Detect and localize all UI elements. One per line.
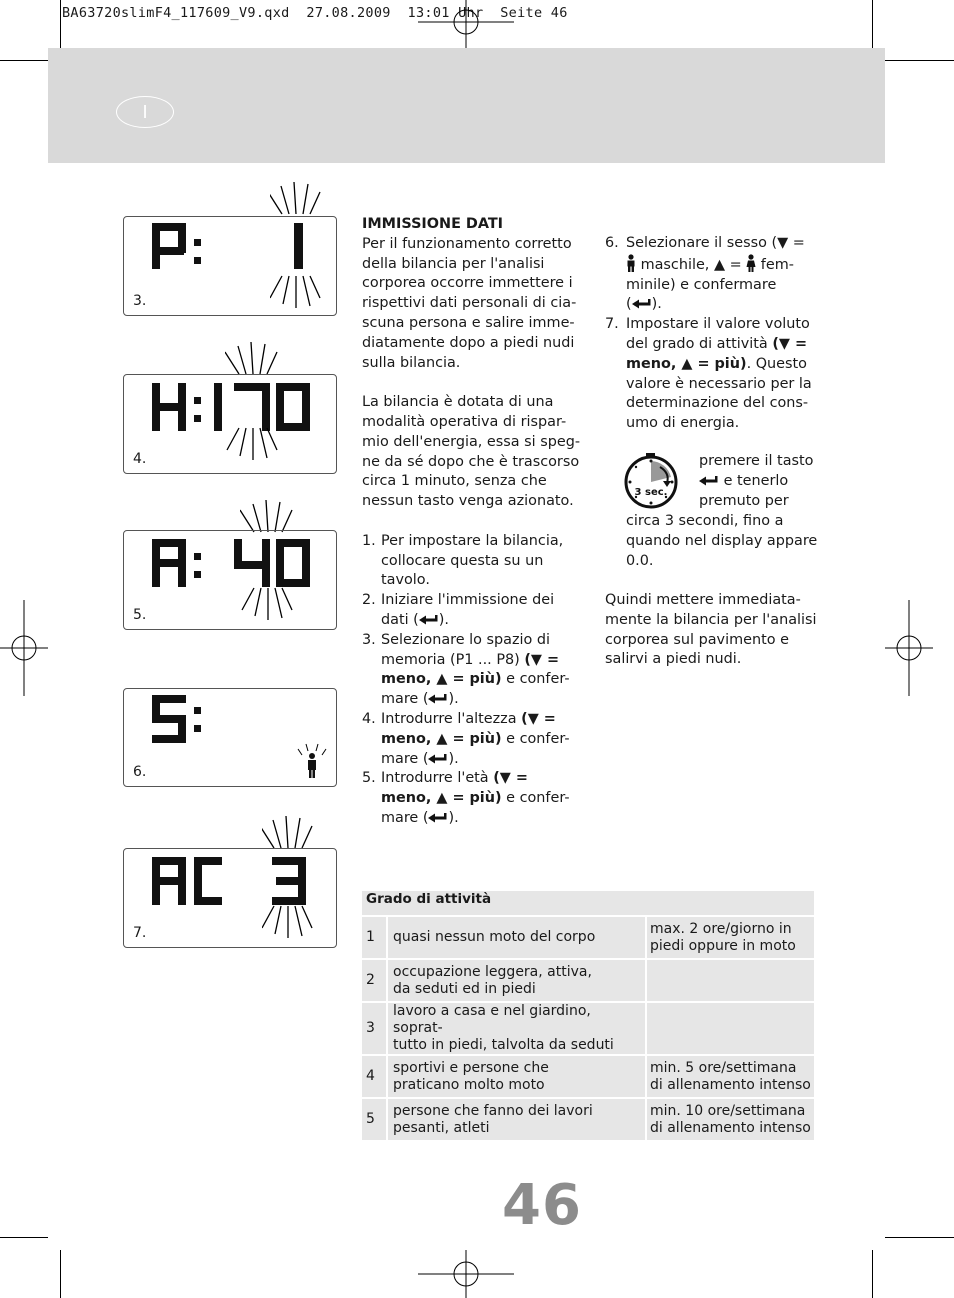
lcd-digits — [124, 689, 338, 788]
step-3: 3. Selezionare lo spazio di memoria (P1 ... P8) (▼ = meno, ▲ = più) e confer- mare ( ). — [362, 631, 570, 708]
registration-mark-right — [885, 600, 933, 696]
lcd-display-6 — [123, 688, 337, 787]
crop-mark — [60, 0, 61, 48]
lcd-rays — [270, 270, 330, 310]
step-6: 6. Selezionare il sesso (▼ = maschile, ▲ = fem- minile) e confermare ( ). — [605, 235, 805, 313]
intro-line: Per il funzionamento corretto — [362, 235, 572, 252]
energy-line: circa 1 minuto, senza che — [362, 473, 547, 490]
female-person-icon — [746, 254, 756, 272]
header-band — [48, 48, 885, 163]
timer-icon — [620, 451, 682, 511]
step-2: 2. Iniziare l'immissione dei dati ( ). — [362, 592, 555, 628]
table-row: 3 lavoro a casa e nel giardino, soprat- tutto in piedi, talvolta da seduti — [362, 1003, 814, 1056]
intro-line: rispettivi dati personali di cia- — [362, 295, 577, 312]
steps-list-continued — [605, 234, 820, 434]
male-person-icon — [308, 753, 316, 778]
lcd-rays — [240, 586, 300, 626]
registration-mark-left — [0, 600, 48, 696]
table-row: 2 occupazione leggera, attiva, da seduti ed in piedi — [362, 960, 814, 1003]
enter-key-icon — [428, 754, 448, 764]
crop-mark — [872, 1250, 873, 1298]
language-tab: I — [116, 96, 174, 128]
text-column-1 — [362, 215, 587, 829]
timer-label: 3 sec. — [634, 487, 668, 498]
energy-line: modalità operativa di rispar- — [362, 413, 567, 430]
enter-key-icon — [632, 299, 652, 309]
print-slug: BA63720slimF4_117609_V9.qxd 27.08.2009 13:01 Uhr Seite 46 — [62, 5, 568, 21]
intro-line: corporea occorre immettere i — [362, 275, 573, 292]
crop-mark — [0, 1237, 48, 1238]
press-instruction-cont: circa 3 secondi, fino a quando nel display appare 0.0. — [626, 513, 818, 569]
intro-line: diatamente dopo a piedi nudi — [362, 334, 575, 351]
enter-key-icon — [419, 615, 439, 625]
step-1: 1. Per impostare la bilancia, collocare questa su un tavolo. — [362, 532, 564, 589]
press-instruction: premere il tasto e tenerlo premuto per — [699, 453, 814, 509]
lcd-label: 5. — [133, 607, 147, 623]
lcd-rays — [240, 494, 300, 534]
final-paragraph: Quindi mettere immediata- mente la bilancia per l'analisi corporea sul pavimento e salirvi a piedi nudi. — [605, 592, 817, 668]
crop-mark — [60, 1250, 61, 1298]
page-number: 46 — [502, 1173, 582, 1238]
lcd-label: 4. — [133, 451, 147, 467]
activity-level-table — [362, 891, 814, 1142]
lcd-rays — [270, 178, 330, 218]
crop-mark — [0, 60, 48, 61]
lcd-rays — [262, 904, 322, 944]
table-row: 4 sportivi e persone che praticano molto moto min. 5 ore/settimana di allenamento intenso — [362, 1056, 814, 1099]
intro-line: sulla bilancia. — [362, 354, 461, 371]
energy-line: nessun tasto venga azionato. — [362, 493, 574, 510]
registration-mark-top — [418, 0, 514, 50]
intro-line: scuna persona e salire imme- — [362, 314, 575, 331]
lcd-label: 3. — [133, 293, 147, 309]
crop-mark — [885, 1237, 954, 1238]
enter-key-icon — [428, 694, 448, 704]
energy-line: mio dell'energia, essa si speg- — [362, 433, 581, 450]
table-title: Grado di attività — [362, 891, 814, 917]
lcd-label: 7. — [133, 925, 147, 941]
enter-key-icon — [428, 813, 448, 823]
step-5: 5. Introdurre l'età (▼ = meno, ▲ = più) e confer- mare ( ). — [362, 770, 570, 826]
male-person-icon — [626, 254, 636, 272]
step-7: 7. Impostare il valore voluto del grado di attività (▼ = meno, ▲ = più). Questo valore è necessario per la determinazione del cons- umo di energia. — [605, 316, 812, 432]
steps-list — [362, 532, 587, 829]
lcd-display-5 — [123, 530, 337, 630]
crop-mark — [872, 0, 873, 48]
energy-line: ne da sé dopo che è trascorso — [362, 453, 580, 470]
table-row: 1 quasi nessun moto del corpo max. 2 ore/giorno in piedi oppure in moto — [362, 917, 814, 960]
table-row: 5 persone che fanno dei lavori pesanti, atleti min. 10 ore/settimana di allenamento intenso — [362, 1099, 814, 1142]
crop-mark — [885, 60, 954, 61]
lcd-rays — [225, 336, 285, 376]
lcd-label: 6. — [133, 764, 147, 780]
lcd-rays — [262, 812, 322, 852]
text-column-2 — [605, 234, 820, 434]
intro-line: della bilancia per l'analisi — [362, 255, 545, 272]
registration-mark-bottom — [418, 1250, 514, 1298]
energy-line: La bilancia è dotata di una — [362, 394, 554, 411]
enter-key-icon — [699, 476, 719, 486]
lcd-rays — [225, 424, 285, 464]
section-heading: IMMISSIONE DATI — [362, 216, 504, 232]
lcd-digits — [124, 531, 338, 631]
step-4: 4. Introdurre l'altezza (▼ = meno, ▲ = più) e confer- mare ( ). — [362, 710, 570, 767]
